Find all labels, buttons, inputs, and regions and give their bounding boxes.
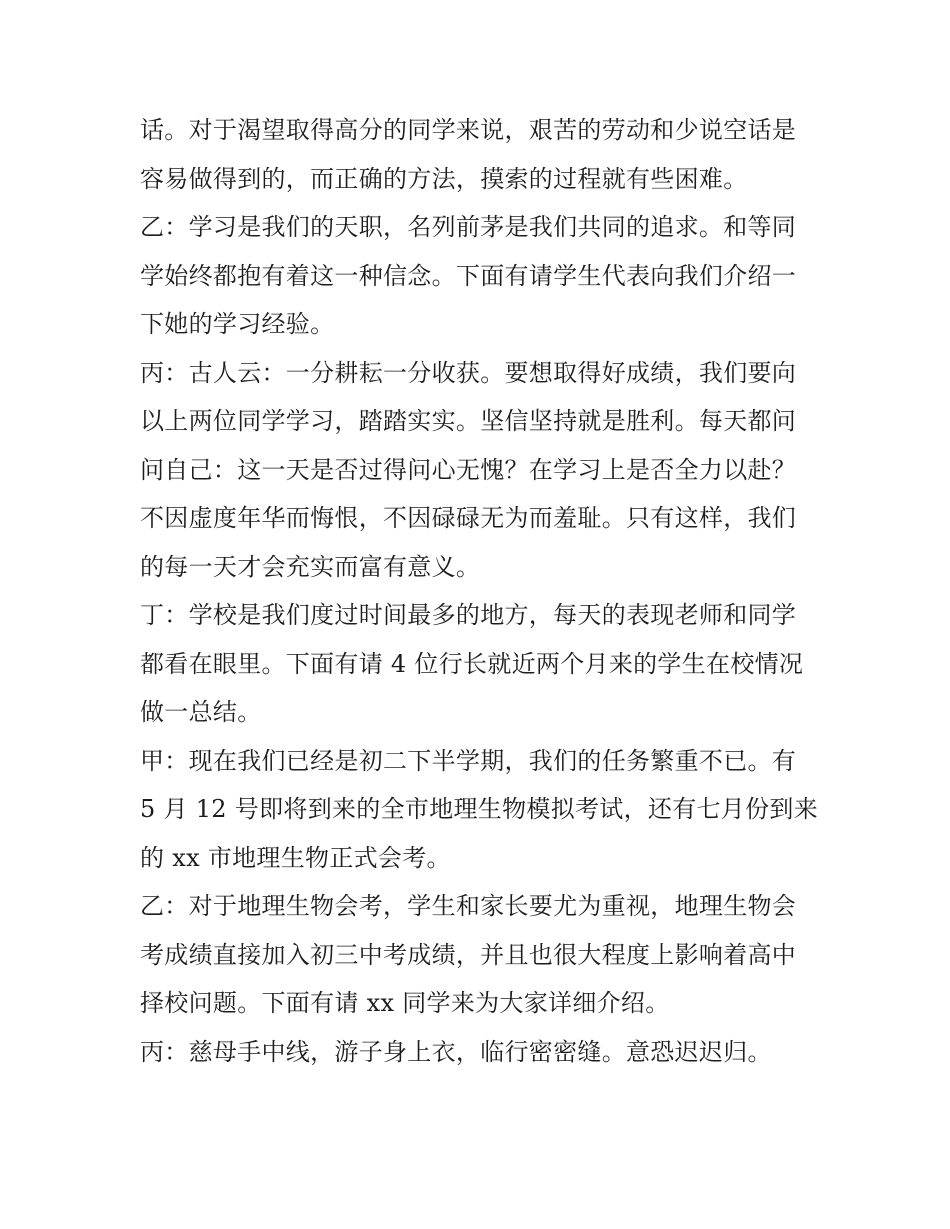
- text-line: 容易做得到的，而正确的方法，摸索的过程就有些困难。: [140, 164, 748, 193]
- text-line: 不因虚度年华而悔恨，不因碌碌无为而羞耻。只有这样，我们: [140, 504, 797, 532]
- text-line: 甲：现在我们已经是初二下半学期，我们的任务繁重不已。有: [140, 746, 797, 775]
- text-line: 学始终都抱有着这一种信念。下面有请学生代表向我们介绍一: [140, 261, 797, 290]
- paragraph-3: [140, 349, 820, 592]
- text-line: 丙：慈母手中线，游子身上衣，临行密密缝。意恐迟迟归。: [140, 1037, 772, 1066]
- text-line: 乙：学习是我们的天职，名列前茅是我们共同的追求。和等同: [140, 213, 797, 241]
- document-body: [140, 106, 820, 1076]
- text-line: 考成绩直接加入初三中考成绩，并且也很大程度上影响着高中: [140, 940, 797, 969]
- text-line: 下她的学习经验。: [140, 310, 335, 338]
- text-line: 问自己：这一天是否过得问心无愧？在学习上是否全力以赴？: [140, 455, 797, 484]
- paragraph-2: [140, 203, 820, 349]
- text-line: 5 月 12 号即将到来的全市地理生物模拟考试，还有七月份到来: [140, 795, 818, 823]
- text-line: 择校问题。下面有请 xx 同学来为大家详细介绍。: [140, 989, 670, 1017]
- text-line: 话。对于渴望取得高分的同学来说，艰苦的劳动和少说空话是: [140, 116, 797, 144]
- text-line: 的每一天才会充实而富有意义。: [140, 552, 481, 581]
- paragraph-7: [140, 1028, 820, 1077]
- text-line: 丙：古人云：一分耕耘一分收获。要想取得好成绩，我们要向: [140, 358, 797, 387]
- text-line: 乙：对于地理生物会考，学生和家长要尤为重视，地理生物会: [140, 892, 797, 920]
- paragraph-5: [140, 737, 820, 883]
- text-line: 做一总结。: [140, 698, 262, 726]
- text-line: 都看在眼里。下面有请 4 位行长就近两个月来的学生在校情况: [140, 649, 804, 678]
- paragraph-6: [140, 882, 820, 1028]
- paragraph-4: [140, 591, 820, 737]
- text-line: 的 xx 市地理生物正式会考。: [140, 843, 451, 872]
- text-line: 以上两位同学学习，踏踏实实。坚信坚持就是胜利。每天都问: [140, 407, 797, 435]
- paragraph-1: [140, 106, 820, 203]
- text-line: 丁：学校是我们度过时间最多的地方，每天的表现老师和同学: [140, 601, 797, 629]
